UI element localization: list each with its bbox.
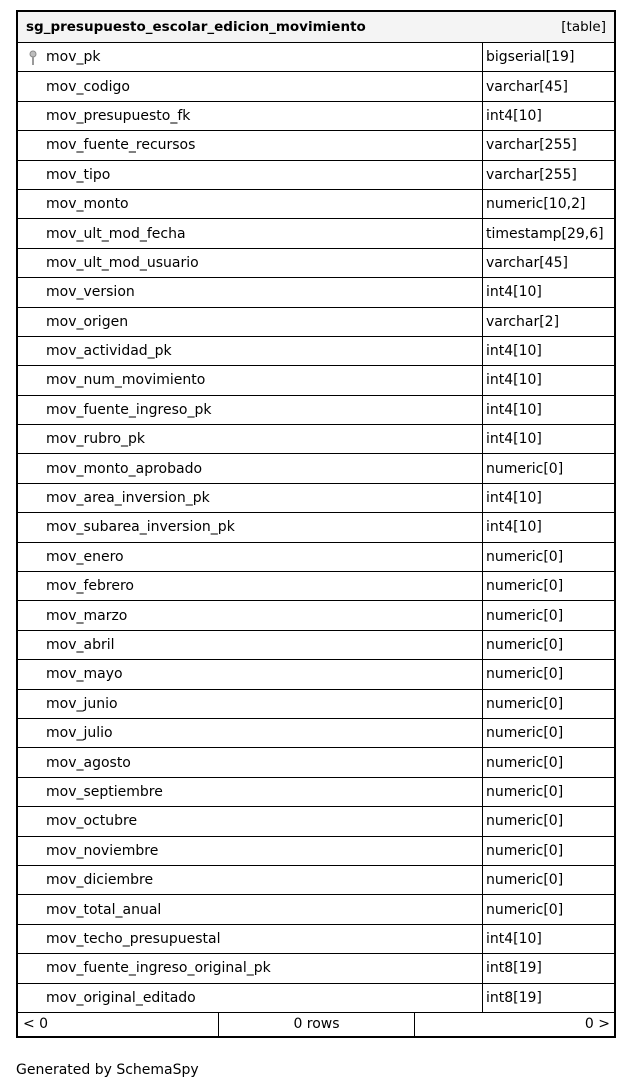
table-row — [18, 543, 614, 572]
table-row — [18, 161, 614, 190]
column-name-cell — [18, 572, 483, 600]
column-name: mov_enero — [46, 548, 124, 565]
column-name: mov_subarea_inversion_pk — [46, 519, 235, 536]
table-name: sg_presupuesto_escolar_edicion_movimiento — [26, 19, 366, 35]
column-type: int4[10] — [486, 431, 542, 448]
column-type: timestamp[29,6] — [486, 225, 604, 242]
column-type: numeric[0] — [486, 725, 564, 742]
column-type: int8[19] — [486, 989, 542, 1006]
column-name-cell — [18, 807, 483, 835]
table-row — [18, 748, 614, 777]
table-row — [18, 366, 614, 395]
column-name-cell — [18, 484, 483, 512]
column-name-cell — [18, 895, 483, 923]
column-name-cell — [18, 396, 483, 424]
key-icon — [28, 50, 38, 66]
column-type: varchar[2] — [486, 313, 560, 330]
footer-left: < 0 — [18, 1013, 219, 1036]
column-name-cell — [18, 660, 483, 688]
column-type: bigserial[19] — [486, 49, 575, 66]
column-name-cell — [18, 425, 483, 453]
column-name: mov_septiembre — [46, 783, 163, 800]
table-footer — [18, 1013, 614, 1036]
table-row — [18, 895, 614, 924]
column-type: int4[10] — [486, 107, 542, 124]
column-type: int4[10] — [486, 284, 542, 301]
footer-row-count: 0 rows — [219, 1013, 415, 1036]
column-type: numeric[0] — [486, 842, 564, 859]
column-name-cell — [18, 43, 483, 71]
column-name: mov_original_editado — [46, 989, 196, 1006]
column-name: mov_version — [46, 284, 135, 301]
column-name-cell — [18, 249, 483, 277]
column-name-cell — [18, 190, 483, 218]
column-type: numeric[0] — [486, 548, 564, 565]
table-row — [18, 249, 614, 278]
table-row — [18, 719, 614, 748]
column-name-cell — [18, 837, 483, 865]
column-name: mov_diciembre — [46, 872, 154, 889]
column-name-cell — [18, 131, 483, 159]
column-name: mov_monto — [46, 196, 129, 213]
column-name-cell — [18, 543, 483, 571]
table-row — [18, 778, 614, 807]
column-type: numeric[0] — [486, 754, 564, 771]
column-type: varchar[45] — [486, 78, 568, 95]
column-type: numeric[0] — [486, 813, 564, 830]
table-row — [18, 954, 614, 983]
column-type: numeric[0] — [486, 901, 564, 918]
table-row — [18, 837, 614, 866]
column-name: mov_ult_mod_usuario — [46, 254, 199, 271]
column-type: varchar[255] — [486, 166, 577, 183]
column-type: int4[10] — [486, 490, 542, 507]
column-type: numeric[0] — [486, 695, 564, 712]
column-name: mov_octubre — [46, 813, 138, 830]
table-row — [18, 984, 614, 1013]
table-row — [18, 425, 614, 454]
table-row — [18, 131, 614, 160]
column-name-cell — [18, 719, 483, 747]
table-row — [18, 866, 614, 895]
table-row — [18, 484, 614, 513]
column-type: numeric[0] — [486, 460, 564, 477]
column-type: numeric[0] — [486, 872, 564, 889]
table-type-label: [table] — [561, 19, 606, 35]
column-type: numeric[0] — [486, 783, 564, 800]
column-name: mov_pk — [46, 49, 101, 66]
column-name-cell — [18, 925, 483, 953]
column-name-cell — [18, 161, 483, 189]
table-row — [18, 102, 614, 131]
table-header — [18, 12, 614, 43]
column-type: int4[10] — [486, 343, 542, 360]
footer-right: 0 > — [584, 1016, 610, 1033]
table-row — [18, 454, 614, 483]
column-name: mov_area_inversion_pk — [46, 490, 210, 507]
column-name-cell — [18, 601, 483, 629]
column-type: varchar[45] — [486, 254, 568, 271]
table-row — [18, 219, 614, 248]
column-name-cell — [18, 778, 483, 806]
column-type: numeric[0] — [486, 578, 564, 595]
table-entity — [16, 10, 616, 1038]
column-name: mov_rubro_pk — [46, 431, 146, 448]
column-name-cell — [18, 102, 483, 130]
column-name: mov_num_movimiento — [46, 372, 206, 389]
table-row — [18, 190, 614, 219]
table-row — [18, 660, 614, 689]
column-name: mov_marzo — [46, 607, 128, 624]
column-name: mov_monto_aprobado — [46, 460, 203, 477]
column-name-cell — [18, 454, 483, 482]
column-type: numeric[10,2] — [486, 196, 586, 213]
column-name-cell — [18, 748, 483, 776]
generated-by-label: Generated by SchemaSpy — [16, 1062, 199, 1078]
table-row — [18, 396, 614, 425]
column-name-cell — [18, 366, 483, 394]
column-name-cell — [18, 954, 483, 982]
table-row — [18, 690, 614, 719]
column-name: mov_codigo — [46, 78, 130, 95]
table-row — [18, 925, 614, 954]
column-name-cell — [18, 984, 483, 1012]
column-name-cell — [18, 219, 483, 247]
column-name: mov_noviembre — [46, 842, 159, 859]
column-type: varchar[255] — [486, 137, 577, 154]
column-name: mov_julio — [46, 725, 113, 742]
column-type: numeric[0] — [486, 666, 564, 683]
column-name-cell — [18, 513, 483, 541]
column-type: int4[10] — [486, 930, 542, 947]
table-row — [18, 631, 614, 660]
column-name-cell — [18, 308, 483, 336]
table-row — [18, 72, 614, 101]
table-row — [18, 337, 614, 366]
column-name: mov_total_anual — [46, 901, 162, 918]
column-name-cell — [18, 631, 483, 659]
table-row — [18, 601, 614, 630]
table-row — [18, 43, 614, 72]
table-row — [18, 572, 614, 601]
column-name: mov_actividad_pk — [46, 343, 172, 360]
column-type: int4[10] — [486, 519, 542, 536]
column-type: numeric[0] — [486, 637, 564, 653]
column-list — [18, 43, 614, 1013]
column-name: mov_febrero — [46, 578, 134, 595]
column-name: mov_fuente_ingreso_original_pk — [46, 960, 271, 977]
column-name: mov_ult_mod_fecha — [46, 225, 186, 242]
column-name: mov_junio — [46, 695, 118, 712]
table-row — [18, 308, 614, 337]
column-name-cell — [18, 337, 483, 365]
column-name-cell — [18, 690, 483, 718]
column-name: mov_techo_presupuestal — [46, 930, 221, 947]
column-name: mov_fuente_ingreso_pk — [46, 401, 212, 418]
column-name: mov_presupuesto_fk — [46, 107, 191, 124]
column-name: mov_tipo — [46, 166, 111, 183]
column-type: int4[10] — [486, 401, 542, 418]
table-row — [18, 807, 614, 836]
column-name-cell — [18, 278, 483, 306]
column-name: mov_mayo — [46, 666, 123, 683]
column-name-cell — [18, 72, 483, 100]
column-name: mov_agosto — [46, 754, 131, 771]
column-name-cell — [18, 866, 483, 894]
column-name: mov_origen — [46, 313, 129, 330]
column-name: mov_abril — [46, 637, 115, 653]
column-name: mov_fuente_recursos — [46, 137, 196, 154]
column-type: int4[10] — [486, 372, 542, 389]
table-row — [18, 278, 614, 307]
column-type: numeric[0] — [486, 607, 564, 624]
column-type: int8[19] — [486, 960, 542, 977]
table-row — [18, 513, 614, 542]
